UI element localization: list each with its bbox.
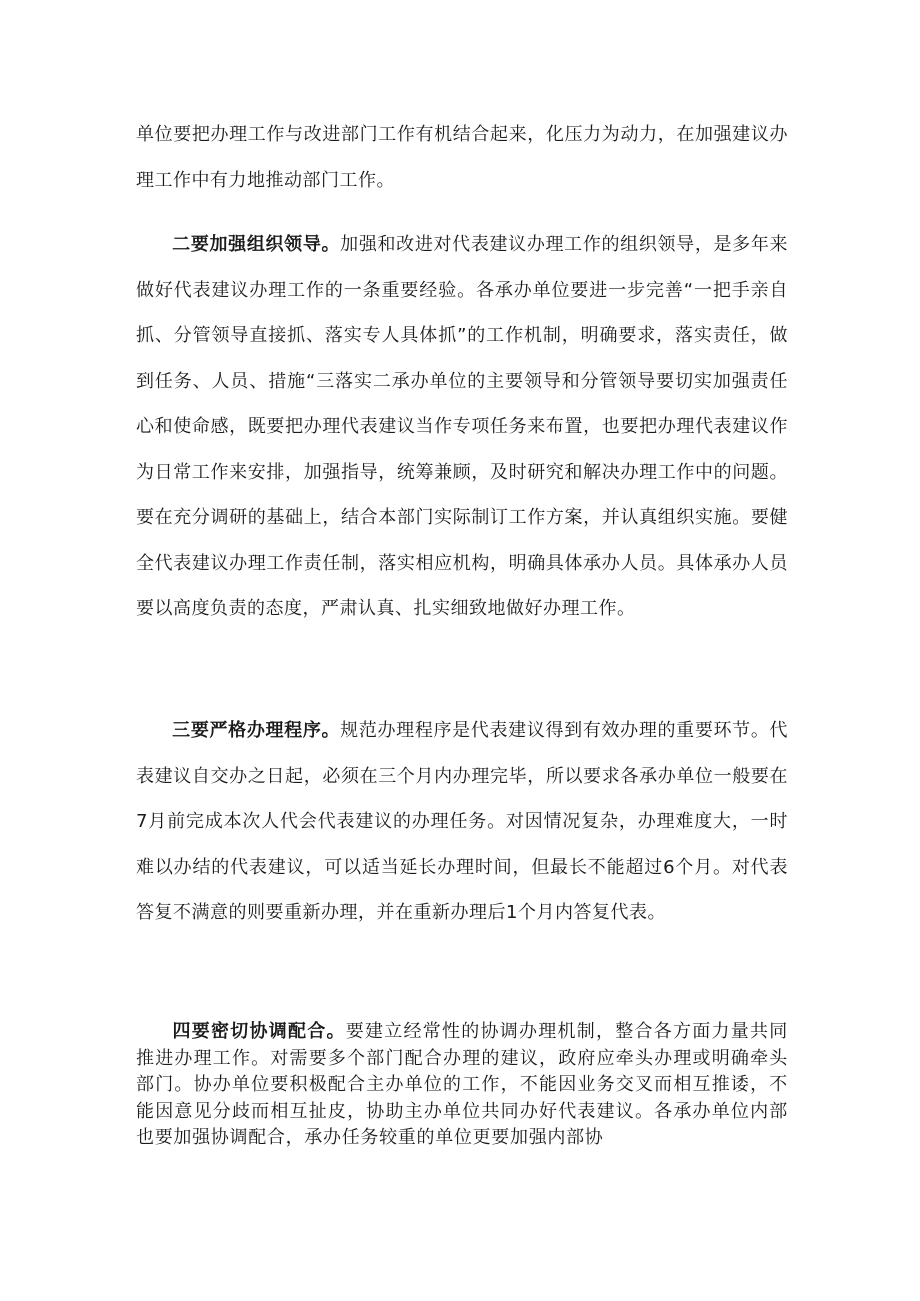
- paragraph-handling-procedure: [136, 708, 788, 936]
- paragraph-organization-leadership: [136, 222, 788, 632]
- paragraph-heading: 四要密切协调配合。: [172, 1021, 346, 1042]
- paragraph-heading: 二要加强组织领导。: [172, 234, 341, 255]
- paragraph-body: 加强和改进对代表建议办理工作的组织领导，是多年来做好代表建议办理工作的一条重要经验。各承办单位要进一步完善“一把手亲自抓、分管领导直接抓、落实专人具体抓”的工作机制，明确要求，落实责任，做到任务、人员、措施“三落实二承办单位的主要领导和分管领导要切实加强责任心和使命感，既要把办理代表建议当作专项任务来布置，也要把办理代表建议作为日常工作来安排，加强指导，统筹兼顾，及时研究和解决办理工作中的问题。要在充分调研的基础上，结合本部门实际制订工作方案，并认真组织实施。要健全代表建议办理工作责任制，落实相应机构，明确具体承办人员。具体承办人员要以高度负责的态度，严肃认真、扎实细致地做好办理工作。: [136, 234, 789, 619]
- paragraph-heading: 三要严格办理程序。: [172, 720, 341, 741]
- paragraph-body: 单位要把办理工作与改进部门工作有机结合起来，化压力为动力，在加强建议办理工作中有力地推动部门工作。: [136, 124, 788, 191]
- paragraph-continuation: [136, 112, 788, 203]
- paragraph-body: 规范办理程序是代表建议得到有效办理的重要环节。代表建议自交办之日起，必须在三个月内办理完毕，所以要求各承办单位一般要在7月前完成本次人代会代表建议的办理任务。对因情况复杂，办理难度大，一时难以办结的代表建议，可以适当延长办理时间，但最长不能超过6个月。对代表答复不满意的则要重新办理，并在重新办理后1个月内答复代表。: [136, 720, 789, 923]
- paragraph-body: 要建立经常性的协调办理机制，整合各方面力量共同推进办理工作。对需要多个部门配合办理的建议，政府应牵头办理或明确牵头部门。协办单位要积极配合主办单位的工作，不能因业务交叉而相互推诿，不能因意见分歧而相互扯皮，协助主办单位共同办好代表建议。各承办单位内部也要加强协调配合，承办任务较重的单位更要加强内部协: [136, 1021, 788, 1148]
- paragraph-coordination: [136, 1019, 788, 1152]
